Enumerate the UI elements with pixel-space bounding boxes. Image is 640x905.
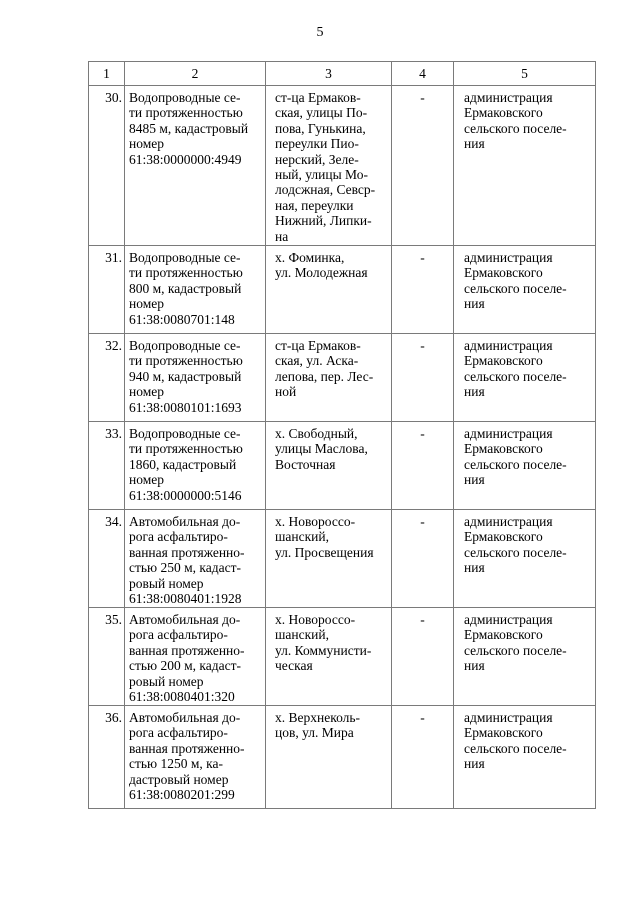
column-4-cell: - xyxy=(392,246,454,334)
owner-line: сельского поселе- xyxy=(464,368,567,384)
header-col-5: 5 xyxy=(454,62,596,86)
object-name-cell xyxy=(125,510,266,608)
object-name-line: Автомобильная до- xyxy=(129,710,241,725)
owner-cell xyxy=(454,86,596,246)
object-name-line: 61:38:0000000:4949 xyxy=(129,151,242,167)
object-name-line: номер xyxy=(129,136,165,152)
row-number-cell: 32. xyxy=(89,334,125,422)
object-name-line: Водопроводные се- xyxy=(129,426,241,441)
owner-line: ния xyxy=(464,472,485,488)
location-line: х. Фоминка, xyxy=(275,250,345,265)
object-name-cell xyxy=(125,422,266,510)
owner-line: ния xyxy=(464,756,485,772)
row-number-cell: 30. xyxy=(89,86,125,246)
header-col-1: 1 xyxy=(89,62,125,86)
location-line: ул. Молодежная xyxy=(275,265,368,281)
location-line: Восточная xyxy=(275,456,336,472)
owner-line: ния xyxy=(464,384,485,400)
owner-line: сельского поселе- xyxy=(464,544,567,560)
object-name-line: номер xyxy=(129,384,165,400)
location-line: Нижний, Липки- xyxy=(275,213,372,229)
object-name-line: 61:38:0000000:5146 xyxy=(129,487,242,503)
object-name-cell xyxy=(125,86,266,246)
row-number-cell: 33. xyxy=(89,422,125,510)
owner-line: администрация xyxy=(464,338,553,353)
table-row xyxy=(89,246,596,334)
owner-line: администрация xyxy=(464,710,553,725)
location-cell xyxy=(266,334,392,422)
object-name-line: Автомобильная до- xyxy=(129,514,241,529)
table-row xyxy=(89,510,596,608)
table-row xyxy=(89,608,596,706)
row-number-cell: 34. xyxy=(89,510,125,608)
column-4-cell: - xyxy=(392,334,454,422)
object-name-line: ти протяженностью xyxy=(129,441,243,457)
location-line: нерский, Зеле- xyxy=(275,151,359,167)
property-table xyxy=(88,61,596,809)
owner-cell xyxy=(454,510,596,608)
object-name-line: 1860, кадастровый xyxy=(129,456,237,472)
object-name-line: 61:38:0080101:1693 xyxy=(129,399,242,415)
location-line: ческая xyxy=(275,658,313,674)
owner-cell xyxy=(454,422,596,510)
location-line: ул. Коммунисти- xyxy=(275,642,372,658)
object-name-line: ванная протяженно- xyxy=(129,642,245,658)
owner-line: администрация xyxy=(464,250,553,265)
object-name-line: рога асфальтиро- xyxy=(129,627,228,643)
table-row xyxy=(89,706,596,809)
object-name-line: рога асфальтиро- xyxy=(129,529,228,545)
owner-line: Ермаковского xyxy=(464,265,543,281)
location-line: лодсжная, Севср- xyxy=(275,182,376,198)
owner-line: сельского поселе- xyxy=(464,120,567,136)
owner-line: Ермаковского xyxy=(464,441,543,457)
object-name-cell xyxy=(125,334,266,422)
owner-cell xyxy=(454,334,596,422)
table-row xyxy=(89,334,596,422)
object-name-line: ровый номер xyxy=(129,673,204,689)
location-line: лепова, пер. Лес- xyxy=(275,368,374,384)
table-header-row xyxy=(89,62,596,86)
owner-line: администрация xyxy=(464,514,553,529)
location-cell xyxy=(266,608,392,706)
header-col-4: 4 xyxy=(392,62,454,86)
object-name-line: Водопроводные се- xyxy=(129,338,241,353)
column-4-cell: - xyxy=(392,706,454,809)
location-line: цов, ул. Мира xyxy=(275,725,354,741)
row-number-cell: 31. xyxy=(89,246,125,334)
owner-line: ния xyxy=(464,296,485,312)
object-name-line: рога асфальтиро- xyxy=(129,725,228,741)
table-row xyxy=(89,86,596,246)
object-name-line: 61:38:0080401:1928 xyxy=(129,591,242,607)
location-line: на xyxy=(275,228,289,244)
owner-line: сельского поселе- xyxy=(464,280,567,296)
object-name-cell xyxy=(125,608,266,706)
object-name-line: стью 200 м, кадаст- xyxy=(129,658,242,674)
object-name-line: ти протяженностью xyxy=(129,353,243,369)
object-name-line: дастровый номер xyxy=(129,771,229,787)
object-name-line: 940 м, кадастровый xyxy=(129,368,242,384)
object-name-line: 61:38:0080201:299 xyxy=(129,787,235,803)
column-4-cell: - xyxy=(392,86,454,246)
owner-line: сельского поселе- xyxy=(464,740,567,756)
owner-line: Ермаковского xyxy=(464,353,543,369)
location-line: ул. Просвещения xyxy=(275,544,374,560)
location-cell xyxy=(266,86,392,246)
location-line: шанский, xyxy=(275,627,329,643)
location-line: ной xyxy=(275,384,297,400)
owner-cell xyxy=(454,608,596,706)
column-4-cell: - xyxy=(392,422,454,510)
object-name-line: Водопроводные се- xyxy=(129,250,241,265)
owner-line: Ермаковского xyxy=(464,105,543,121)
owner-line: Ермаковского xyxy=(464,627,543,643)
owner-line: Ермаковского xyxy=(464,529,543,545)
location-line: х. Новороссо- xyxy=(275,514,356,529)
object-name-line: 8485 м, кадастровый xyxy=(129,120,249,136)
owner-line: администрация xyxy=(464,426,553,441)
object-name-line: Водопроводные се- xyxy=(129,90,241,105)
owner-cell xyxy=(454,706,596,809)
location-line: ская, улицы По- xyxy=(275,105,368,121)
row-number-cell: 36. xyxy=(89,706,125,809)
table-row xyxy=(89,422,596,510)
location-cell xyxy=(266,246,392,334)
location-cell xyxy=(266,706,392,809)
location-line: х. Новороссо- xyxy=(275,612,356,627)
object-name-line: номер xyxy=(129,472,165,488)
object-name-cell xyxy=(125,706,266,809)
object-name-line: 800 м, кадастровый xyxy=(129,280,242,296)
column-4-cell: - xyxy=(392,608,454,706)
header-col-3: 3 xyxy=(266,62,392,86)
header-col-2: 2 xyxy=(125,62,266,86)
owner-line: ния xyxy=(464,136,485,152)
location-line: переулки Пио- xyxy=(275,136,359,152)
object-name-line: ти протяженностью xyxy=(129,105,243,121)
owner-line: ния xyxy=(464,560,485,576)
object-name-line: 61:38:0080701:148 xyxy=(129,311,235,327)
object-name-line: номер xyxy=(129,296,165,312)
owner-line: ния xyxy=(464,658,485,674)
object-name-line: стью 1250 м, ка- xyxy=(129,756,224,772)
column-4-cell: - xyxy=(392,510,454,608)
owner-line: администрация xyxy=(464,612,553,627)
location-line: х. Верхнеколь- xyxy=(275,710,361,725)
object-name-line: Автомобильная до- xyxy=(129,612,241,627)
object-name-line: ти протяженностью xyxy=(129,265,243,281)
location-cell xyxy=(266,422,392,510)
location-line: шанский, xyxy=(275,529,329,545)
location-line: ская, ул. Аска- xyxy=(275,353,359,369)
page-number: 5 xyxy=(316,25,324,40)
location-cell xyxy=(266,510,392,608)
location-line: ная, переулки xyxy=(275,197,354,213)
object-name-cell xyxy=(125,246,266,334)
location-line: ст-ца Ермаков- xyxy=(275,90,361,105)
object-name-line: ванная протяженно- xyxy=(129,544,245,560)
owner-line: Ермаковского xyxy=(464,725,543,741)
owner-line: сельского поселе- xyxy=(464,456,567,472)
owner-cell xyxy=(454,246,596,334)
owner-line: сельского поселе- xyxy=(464,642,567,658)
location-line: ный, улицы Мо- xyxy=(275,167,368,183)
object-name-line: 61:38:0080401:320 xyxy=(129,689,235,705)
object-name-line: стью 250 м, кадаст- xyxy=(129,560,242,576)
location-line: улицы Маслова, xyxy=(275,441,368,457)
location-line: х. Свободный, xyxy=(275,426,358,441)
location-line: пова, Гунькина, xyxy=(275,120,366,136)
owner-line: администрация xyxy=(464,90,553,105)
object-name-line: ванная протяженно- xyxy=(129,740,245,756)
location-line: ст-ца Ермаков- xyxy=(275,338,361,353)
object-name-line: ровый номер xyxy=(129,575,204,591)
row-number-cell: 35. xyxy=(89,608,125,706)
